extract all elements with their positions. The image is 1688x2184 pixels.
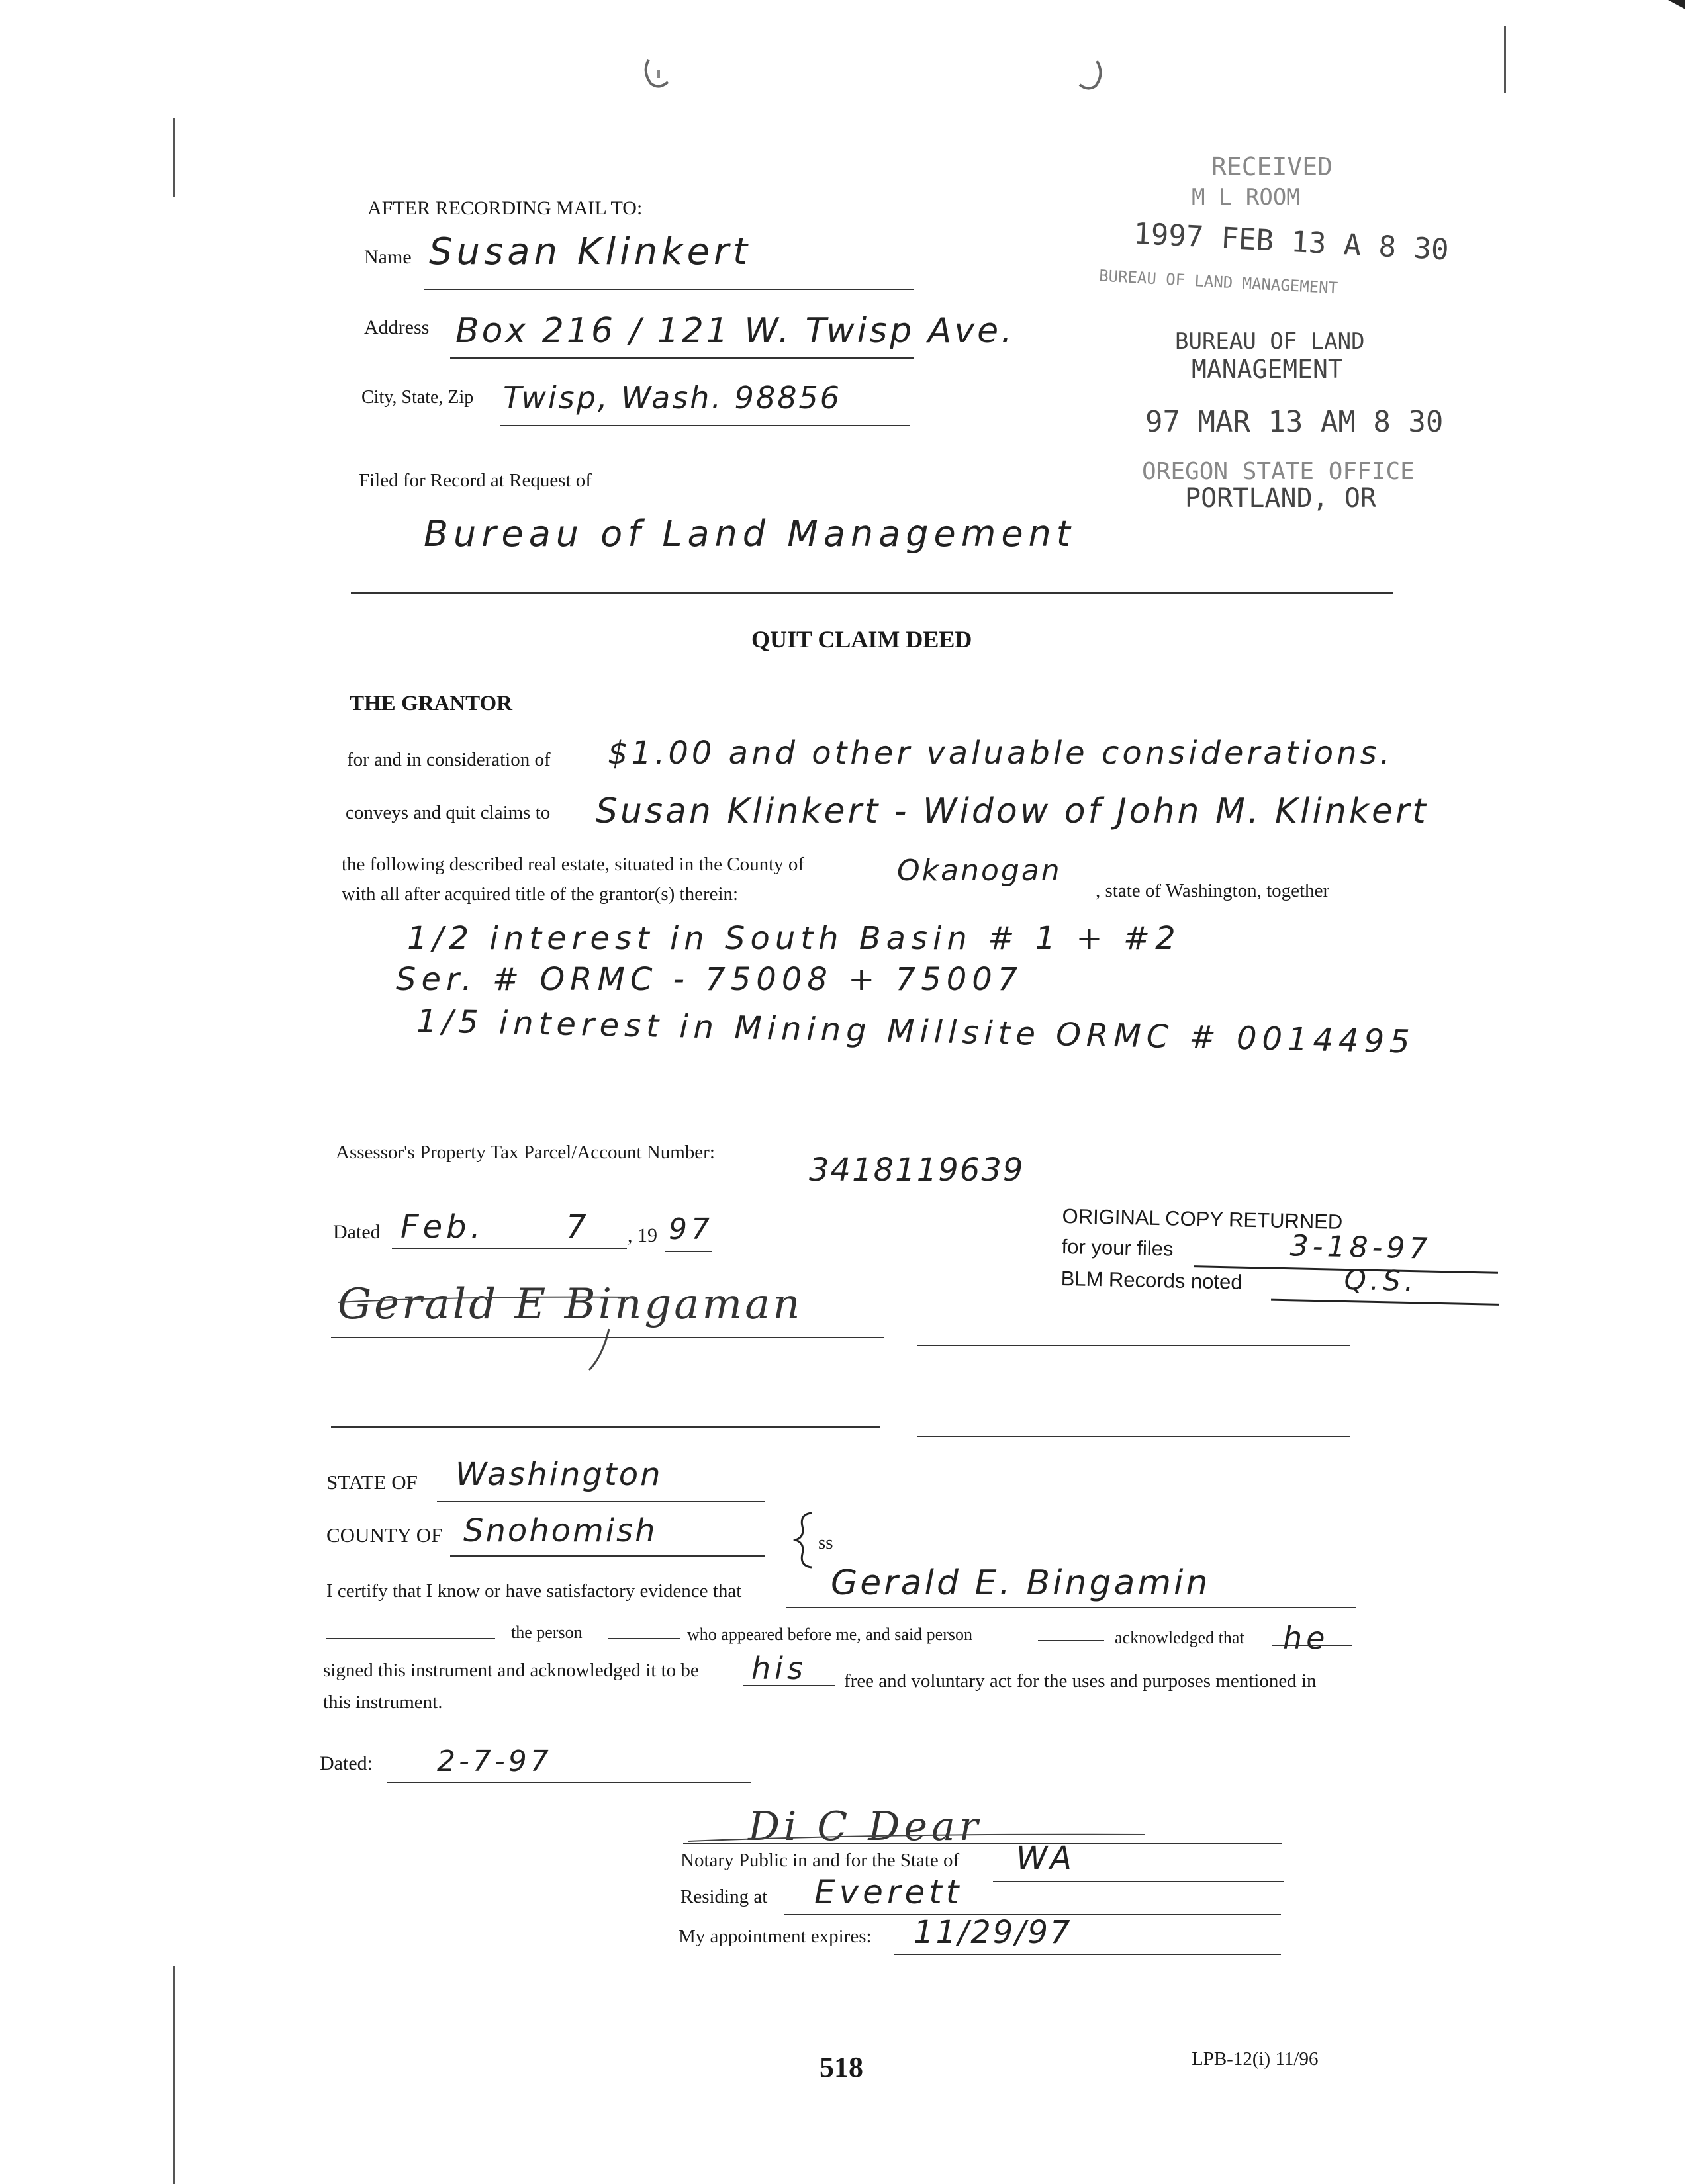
grantor-label: THE GRANTOR [350, 692, 513, 715]
this-instrument-text: this instrument. [323, 1692, 443, 1713]
edge-mark-left [173, 118, 175, 197]
notary-dated-value: 2-7-97 [437, 1745, 552, 1778]
notary-state-value: WA [1016, 1840, 1076, 1877]
dated-year-prefix: , 19 [628, 1224, 657, 1246]
name-line [424, 289, 914, 290]
blm-records-label: BLM Records noted [1060, 1266, 1243, 1294]
deed-title: QUIT CLAIM DEED [751, 626, 972, 653]
stamp-date-office: 97 MAR 13 AM 8 30 [1145, 405, 1444, 439]
signature-line-4 [917, 1436, 1350, 1437]
stamp-office: OREGON STATE OFFICE [1142, 458, 1415, 485]
filed-for-record-label: Filed for Record at Request of [359, 470, 592, 491]
notary-signature-text: Di C Dear [748, 1803, 982, 1850]
for-your-files-value: 3-18-97 [1289, 1229, 1432, 1266]
county-of-label: COUNTY OF [326, 1524, 443, 1547]
dated-year-line [665, 1251, 712, 1252]
description-line-1-end: , state of Washington, together [1096, 880, 1330, 901]
notary-state-line [993, 1881, 1284, 1882]
state-of-value: Washington [455, 1456, 663, 1493]
notary-blank-3 [1038, 1640, 1104, 1641]
county-of-line [450, 1555, 765, 1557]
name-value: Susan Klinkert [429, 230, 752, 273]
state-of-label: STATE OF [326, 1471, 418, 1494]
certify-label: I certify that I know or have satisfactory evidence that [326, 1580, 742, 1602]
parcel-label: Assessor's Property Tax Parcel/Account Number: [336, 1142, 715, 1163]
signed-instrument-text: signed this instrument and acknowledged it to be [323, 1660, 699, 1681]
stamp-date-received: 1997 FEB 13 A 8 30 [1132, 216, 1450, 267]
filed-line [351, 592, 1393, 594]
filed-for-record-value: Bureau of Land Management [424, 513, 1076, 555]
notary-public-label: Notary Public in and for the State of [680, 1850, 960, 1871]
appointment-label: My appointment expires: [679, 1926, 872, 1947]
dated-day: 7 [566, 1208, 590, 1246]
stamp-management: MANAGEMENT [1192, 355, 1343, 384]
dated-label: Dated [333, 1221, 381, 1243]
appointment-line [894, 1954, 1281, 1955]
original-copy-title: ORIGINAL COPY RETURNED [1062, 1205, 1343, 1234]
state-of-line [437, 1501, 765, 1502]
pronoun-his: his [751, 1651, 807, 1686]
description-line-1: the following described real estate, situated in the County of [342, 854, 805, 875]
grantee-value: Susan Klinkert - Widow of John M. Klinkert [596, 792, 1429, 831]
acknowledged-that-label: acknowledged that [1115, 1628, 1244, 1647]
ss-label: ss [818, 1532, 833, 1553]
the-person-label: the person [511, 1623, 583, 1642]
stamp-received: RECEIVED [1211, 152, 1333, 181]
notary-blank-2 [608, 1638, 680, 1639]
city-line [500, 425, 910, 426]
city-state-zip-label: City, State, Zip [361, 387, 474, 408]
blm-records-value: Q.S. [1344, 1263, 1418, 1298]
certify-name: Gerald E. Bingamin [831, 1563, 1211, 1603]
who-appeared-label: who appeared before me, and said person [687, 1625, 972, 1644]
stamp-city: PORTLAND, OR [1185, 483, 1376, 514]
signature-line-2 [917, 1345, 1350, 1346]
description-line-2: with all after acquired title of the grantor(s) therein: [342, 884, 739, 905]
page-number: 518 [820, 2051, 863, 2083]
property-line-2: Ser. # ORMC - 75008 + 75007 [396, 961, 1023, 998]
grantor-signature-text: Gerald E Bingaman [338, 1280, 803, 1329]
grantor-signature [331, 1271, 808, 1377]
address-value: Box 216 / 121 W. Twisp Ave. [455, 311, 1015, 351]
conveys-label: conveys and quit claims to [346, 802, 551, 823]
punch-hole-right [1069, 54, 1109, 94]
consideration-label: for and in consideration of [347, 749, 551, 770]
pronoun-he-line [1272, 1645, 1352, 1646]
city-state-zip-value: Twisp, Wash. 98856 [503, 380, 842, 416]
residing-at-label: Residing at [680, 1886, 768, 1907]
certify-name-line [786, 1607, 1356, 1608]
property-line-3: 1/5 interest in Mining Millsite ORMC # 0014495 [416, 1003, 1416, 1061]
edge-mark-right [1504, 26, 1506, 93]
stamp-bureau: BUREAU OF LAND [1175, 328, 1365, 355]
appointment-value: 11/29/97 [914, 1914, 1072, 1951]
address-label: Address [364, 316, 430, 338]
notary-dated-line [387, 1782, 751, 1783]
corner-mark [1662, 0, 1688, 20]
property-line-1: 1/2 interest in South Basin # 1 + #2 [407, 920, 1181, 957]
residing-at-value: Everett [814, 1873, 963, 1911]
form-code: LPB-12(i) 11/96 [1192, 2048, 1319, 2070]
signature-line-3 [331, 1426, 880, 1428]
dated-year: 97 [669, 1212, 714, 1246]
for-your-files-label: for your files [1061, 1234, 1174, 1261]
county-value: Okanogan [897, 854, 1062, 887]
pronoun-he: he [1283, 1620, 1329, 1656]
county-of-value: Snohomish [463, 1512, 657, 1549]
notary-signature-line [683, 1843, 1282, 1844]
stamp-mail-room: M L ROOM [1192, 184, 1300, 210]
punch-hole-left [639, 52, 679, 91]
notary-dated-label: Dated: [320, 1752, 373, 1774]
edge-mark-left-2 [173, 1966, 175, 2184]
dated-month-line [392, 1248, 627, 1249]
stamp-bureau-faded: BUREAU OF LAND MANAGEMENT [1098, 266, 1338, 298]
notary-blank-1 [326, 1638, 495, 1639]
consideration-value: $1.00 and other valuable considerations. [608, 735, 1393, 772]
signature-line-1 [331, 1337, 884, 1338]
dated-month: Feb. [400, 1208, 485, 1246]
free-voluntary-text: free and voluntary act for the uses and purposes mentioned in [844, 1670, 1317, 1692]
ss-brace [793, 1510, 817, 1570]
address-line [450, 357, 914, 359]
name-label: Name [364, 246, 412, 268]
after-recording-label: AFTER RECORDING MAIL TO: [367, 197, 643, 219]
parcel-value: 3418119639 [809, 1152, 1025, 1189]
pronoun-his-line [743, 1685, 835, 1686]
